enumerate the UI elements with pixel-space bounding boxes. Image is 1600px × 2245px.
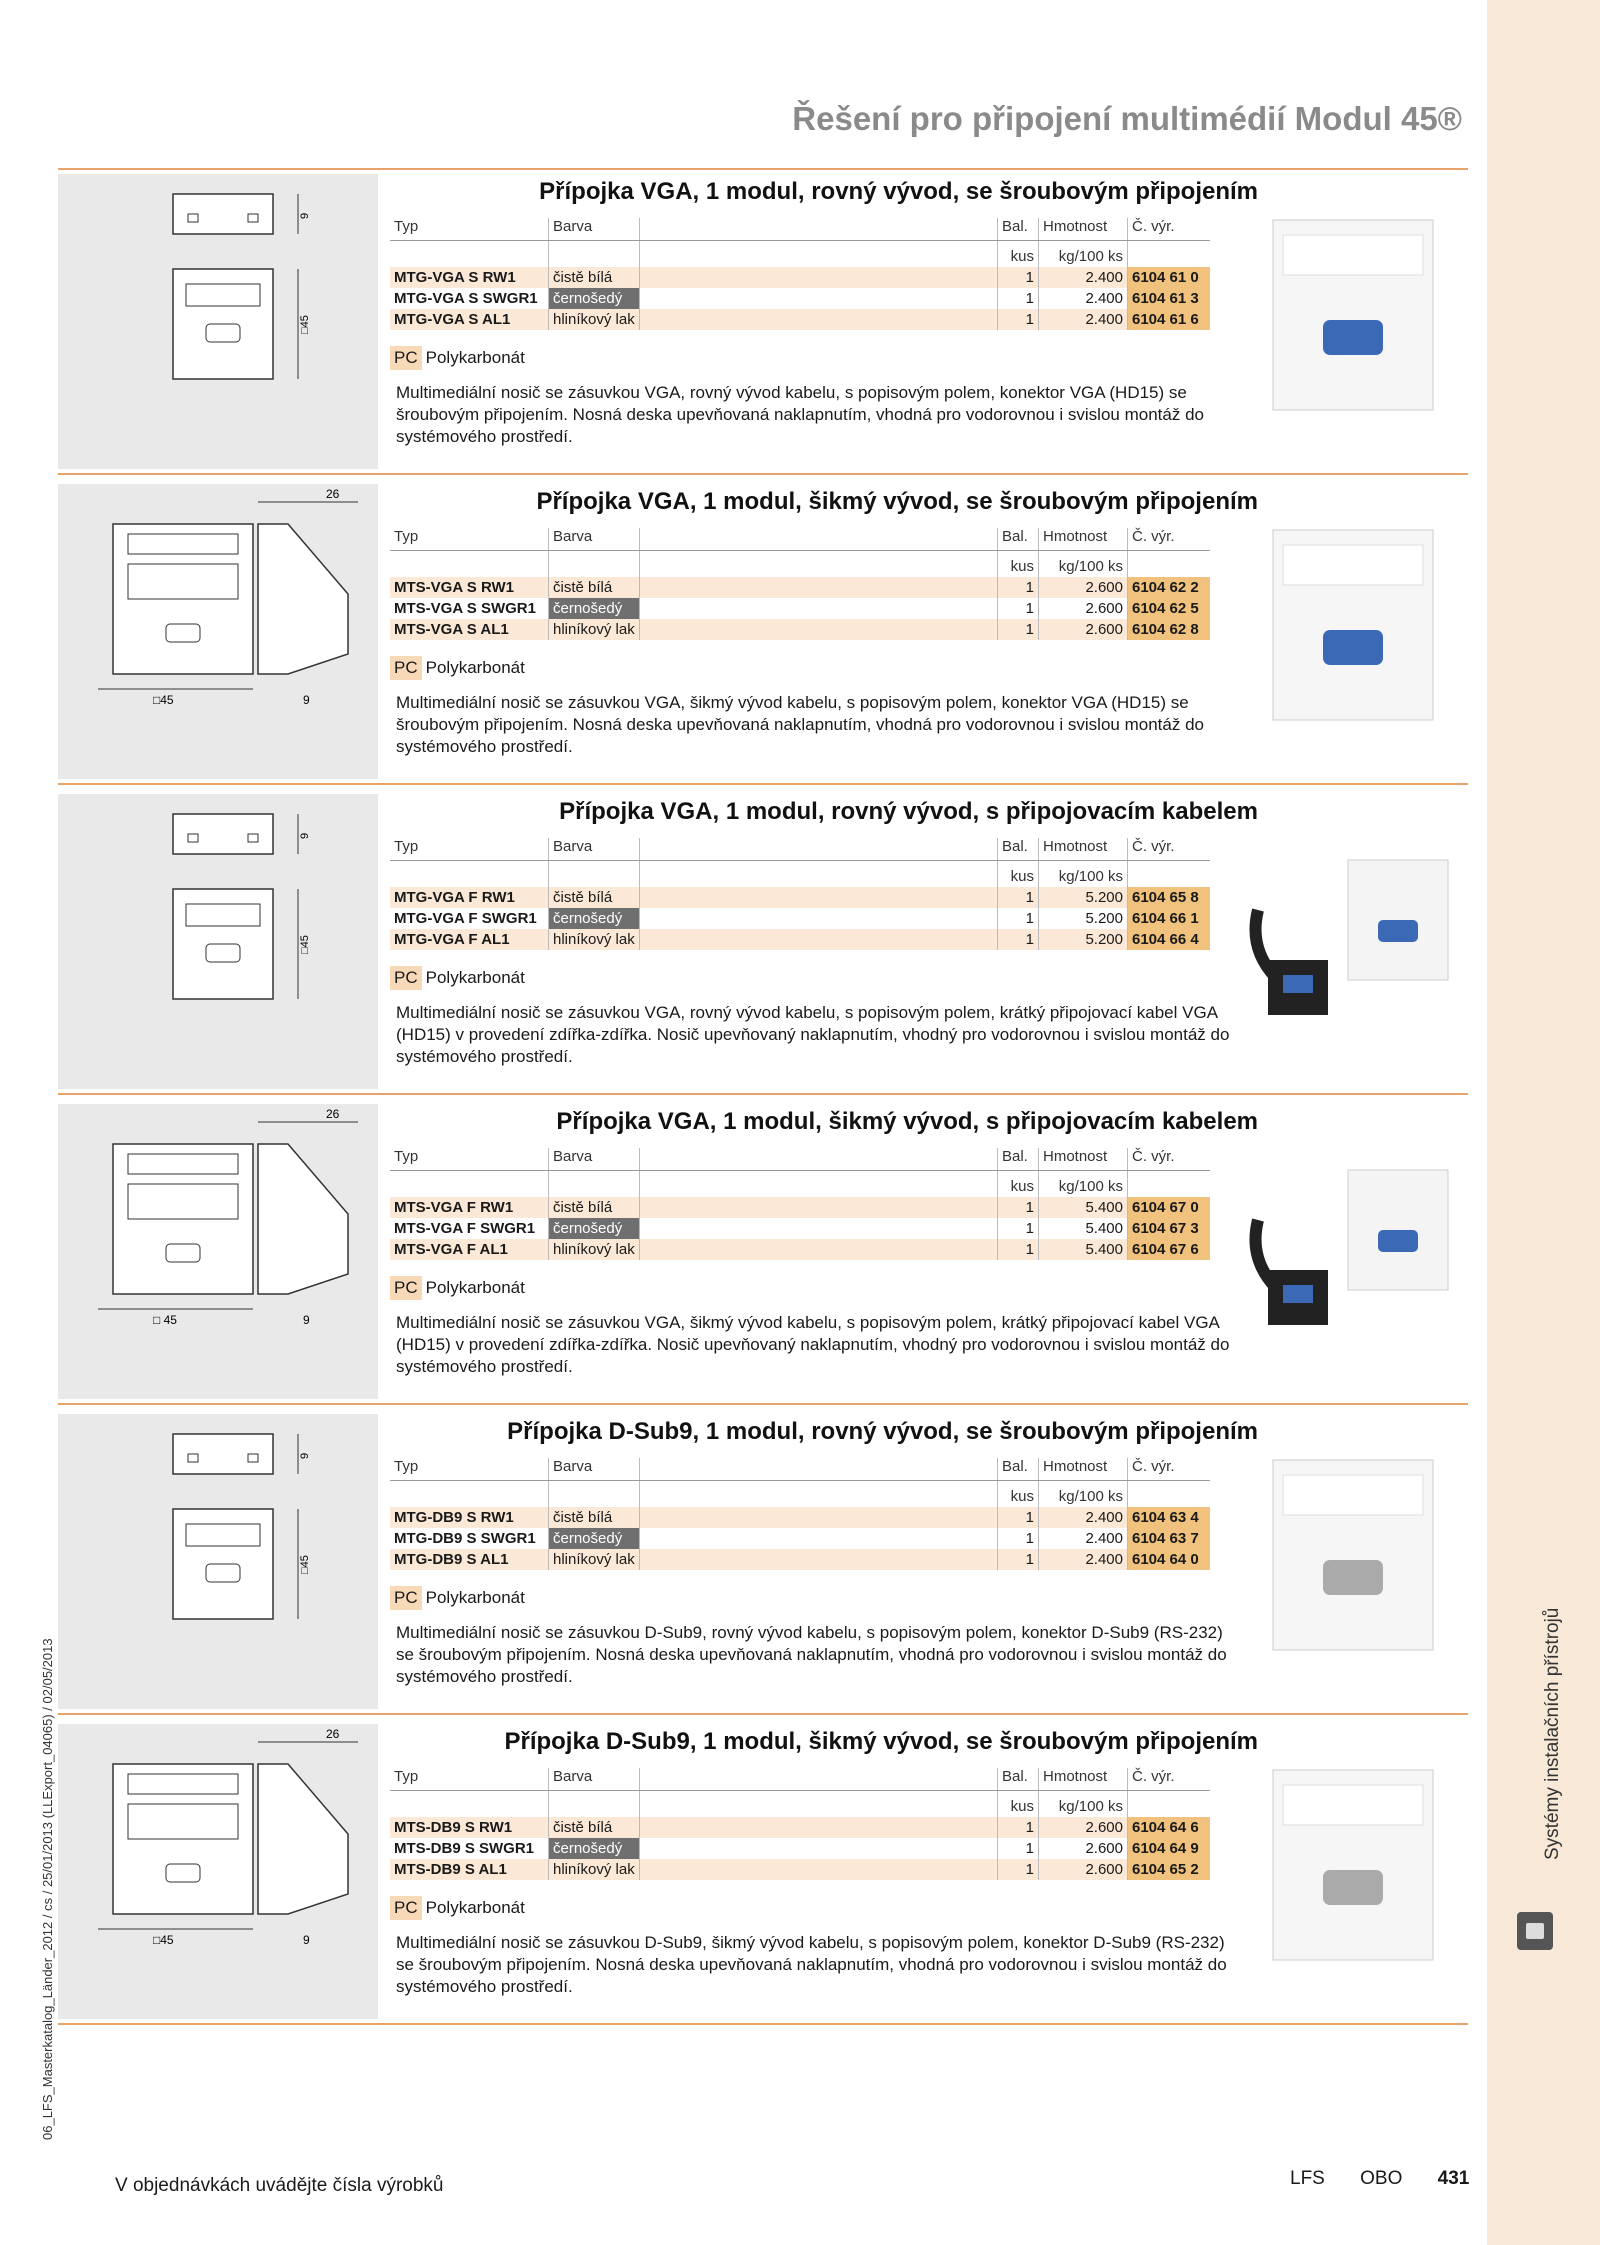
type-cell: MTS-DB9 S SWGR1 [390,1838,549,1859]
number-cell: 6104 63 7 [1128,1528,1211,1549]
dim-45: □ 45 [153,1313,177,1327]
footer-obo: OBO [1360,2168,1403,2189]
weight-cell: 2.400 [1039,1549,1128,1570]
col-number: Č. výr. [1128,528,1211,551]
product-section [58,1100,1468,1405]
type-cell: MTG-VGA F SWGR1 [390,908,549,929]
unit-pack: kus [998,1791,1039,1818]
material-code: PC [390,966,422,990]
material [390,346,525,370]
number-cell: 6104 64 0 [1128,1549,1211,1570]
number-cell: 6104 64 6 [1128,1817,1211,1838]
section-title: Přípojka VGA, 1 modul, rovný vývod, se šroubovým připojením [539,178,1258,205]
color-cell: hliníkový lak [549,1239,640,1260]
col-type: Typ [390,838,549,861]
col-type: Typ [390,1148,549,1171]
col-weight: Hmotnost [1039,1148,1128,1171]
description: Multimediální nosič se zásuvkou VGA, šikmý vývod kabelu, s popisovým polem, krátký připojovací kabel VGA (HD15) v provedení zdířka-zdířka. Nosič upevňovaný naklapnutím, vhodný pro vodorovnou i svislou montáž do systémového prostředí. [396,1313,1230,1376]
table-row [390,1817,1210,1838]
technical-drawing [58,1104,378,1399]
section-rule [58,2023,1468,2025]
product-section [58,170,1468,475]
col-color: Barva [549,1148,640,1171]
unit-pack: kus [998,1481,1039,1508]
number-cell: 6104 61 0 [1128,267,1211,288]
dim-26: 26 [326,1727,340,1741]
spec-table [390,1148,1210,1260]
material-code: PC [390,1896,422,1920]
col-pack: Bal. [998,218,1039,241]
material [390,966,525,990]
table-row [390,577,1210,598]
unit-pack: kus [998,241,1039,268]
color-cell: čistě bílá [549,1197,640,1218]
color-cell: čistě bílá [549,1507,640,1528]
type-cell: MTG-VGA S SWGR1 [390,288,549,309]
color-cell: černošedý [549,1218,640,1239]
pack-cell: 1 [998,1859,1039,1880]
spec-table [390,218,1210,330]
product-section [58,790,1468,1095]
type-cell: MTS-DB9 S RW1 [390,1817,549,1838]
number-cell: 6104 67 0 [1128,1197,1211,1218]
type-cell: MTG-VGA F AL1 [390,929,549,950]
pack-cell: 1 [998,267,1039,288]
weight-cell: 5.200 [1039,908,1128,929]
pack-cell: 1 [998,887,1039,908]
material [390,656,525,680]
section-title: Přípojka VGA, 1 modul, šikmý vývod, se šroubovým připojením [536,488,1258,515]
spec-table [390,528,1210,640]
col-pack: Bal. [998,1768,1039,1791]
sidebar-text: Systémy instalačních přístrojů [1542,1607,1563,1860]
col-color: Barva [549,1768,640,1791]
footer-brand [1290,2168,1469,2190]
dim-45: □45 [153,693,174,707]
type-cell: MTG-DB9 S RW1 [390,1507,549,1528]
section-title: Přípojka D-Sub9, 1 modul, rovný vývod, se šroubovým připojením [507,1418,1258,1445]
dim-9: 9 [299,1452,311,1459]
color-cell: černošedý [549,288,640,309]
col-color: Barva [549,838,640,861]
col-number: Č. výr. [1128,838,1211,861]
color-cell: hliníkový lak [549,309,640,330]
color-cell: čistě bílá [549,267,640,288]
col-number: Č. výr. [1128,218,1211,241]
table-row [390,1507,1210,1528]
weight-cell: 2.400 [1039,267,1128,288]
dim-9: 9 [299,212,311,219]
number-cell: 6104 65 8 [1128,887,1211,908]
color-cell: hliníkový lak [549,929,640,950]
table-row [390,1239,1210,1260]
col-number: Č. výr. [1128,1458,1211,1481]
col-number: Č. výr. [1128,1148,1211,1171]
spec-table [390,1768,1210,1880]
pack-cell: 1 [998,577,1039,598]
table-row [390,1549,1210,1570]
number-cell: 6104 66 4 [1128,929,1211,950]
material-code: PC [390,346,422,370]
table-row [390,619,1210,640]
weight-cell: 5.200 [1039,929,1128,950]
col-weight: Hmotnost [1039,1458,1128,1481]
color-cell: černošedý [549,1838,640,1859]
dim-26: 26 [326,487,340,501]
type-cell: MTS-VGA S RW1 [390,577,549,598]
pack-cell: 1 [998,288,1039,309]
type-cell: MTS-VGA F SWGR1 [390,1218,549,1239]
dim-45: □45 [299,935,311,954]
weight-cell: 2.600 [1039,1838,1128,1859]
number-cell: 6104 66 1 [1128,908,1211,929]
description: Multimediální nosič se zásuvkou D-Sub9, rovný vývod kabelu, s popisovým polem, konektor D-Sub9 (RS-232) se šroubovým připojením. Nosná deska upevňovaná naklapnutím, vhodná pro vodorovnou i svislou montáž do systémového prostředí. [396,1623,1227,1686]
table-row [390,1859,1210,1880]
pack-cell: 1 [998,598,1039,619]
material [390,1896,525,1920]
socket-icon [1517,1912,1553,1950]
vertical-meta: 06_LFS_Masterkatalog_Länder_2012 / cs / 25/01/2013 (LLExport_04065) / 02/05/2013 [40,1638,55,2140]
type-cell: MTS-VGA S SWGR1 [390,598,549,619]
page-number: 431 [1437,2168,1470,2189]
product-section [58,1410,1468,1715]
footer-lfs: LFS [1290,2168,1325,2189]
number-cell: 6104 62 2 [1128,577,1211,598]
weight-cell: 2.400 [1039,1528,1128,1549]
material-name: Polykarbonát [425,348,525,367]
table-row [390,288,1210,309]
weight-cell: 2.600 [1039,577,1128,598]
footer-note: V objednávkách uvádějte čísla výrobků [115,2175,444,2196]
material-name: Polykarbonát [425,968,525,987]
material [390,1586,525,1610]
sidebar-band [1487,0,1600,2245]
col-color: Barva [549,1458,640,1481]
product-photo [1238,510,1468,740]
type-cell: MTS-VGA S AL1 [390,619,549,640]
pack-cell: 1 [998,929,1039,950]
table-row [390,309,1210,330]
type-cell: MTG-VGA F RW1 [390,887,549,908]
material-name: Polykarbonát [425,1898,525,1917]
pack-cell: 1 [998,1197,1039,1218]
col-color: Barva [549,528,640,551]
type-cell: MTG-VGA S AL1 [390,309,549,330]
technical-drawing [58,174,378,469]
description: Multimediální nosič se zásuvkou D-Sub9, šikmý vývod kabelu, s popisovým polem, konektor D-Sub9 (RS-232) se šroubovým připojením. Nosná deska upevňovaná naklapnutím, vhodná pro vodorovnou i svislou montáž do systémového prostředí. [396,1933,1227,1996]
unit-weight: kg/100 ks [1039,1481,1128,1508]
color-cell: černošedý [549,1528,640,1549]
material-code: PC [390,656,422,680]
col-weight: Hmotnost [1039,1768,1128,1791]
type-cell: MTG-DB9 S SWGR1 [390,1528,549,1549]
col-pack: Bal. [998,838,1039,861]
col-weight: Hmotnost [1039,838,1128,861]
material-code: PC [390,1586,422,1610]
product-photo [1238,200,1468,430]
col-weight: Hmotnost [1039,218,1128,241]
unit-weight: kg/100 ks [1039,1791,1128,1818]
table-row [390,1838,1210,1859]
pack-cell: 1 [998,1239,1039,1260]
product-photo [1238,1750,1468,1980]
dim-45: □45 [153,1933,174,1947]
technical-drawing [58,794,378,1089]
col-weight: Hmotnost [1039,528,1128,551]
section-rule [58,473,1468,475]
technical-drawing [58,1414,378,1709]
weight-cell: 5.200 [1039,887,1128,908]
table-row [390,908,1210,929]
type-cell: MTG-VGA S RW1 [390,267,549,288]
section-title: Přípojka VGA, 1 modul, rovný vývod, s připojovacím kabelem [559,798,1258,825]
table-row [390,598,1210,619]
col-number: Č. výr. [1128,1768,1211,1791]
type-cell: MTS-VGA F RW1 [390,1197,549,1218]
page-title: Řešení pro připojení multimédií Modul 45® [792,100,1462,137]
dim-9: 9 [299,832,311,839]
material-name: Polykarbonát [425,1588,525,1607]
description: Multimediální nosič se zásuvkou VGA, rovný vývod kabelu, s popisovým polem, konektor VGA (HD15) se šroubovým připojením. Nosná deska upevňovaná naklapnutím, vhodná pro vodorovnou i svislou montáž do systémového prostředí. [396,383,1204,446]
col-pack: Bal. [998,1148,1039,1171]
color-cell: čistě bílá [549,577,640,598]
col-type: Typ [390,1458,549,1481]
spec-table [390,838,1210,950]
unit-weight: kg/100 ks [1039,241,1128,268]
dim-45: □45 [299,315,311,334]
unit-pack: kus [998,861,1039,888]
product-photo [1238,820,1468,1050]
technical-drawing [58,484,378,779]
number-cell: 6104 63 4 [1128,1507,1211,1528]
dim-9: 9 [303,1313,310,1327]
unit-pack: kus [998,551,1039,578]
description: Multimediální nosič se zásuvkou VGA, šikmý vývod kabelu, s popisovým polem, konektor VGA (HD15) se šroubovým připojením. Nosná deska upevňovaná naklapnutím, vhodná pro vodorovnou i svislou montáž do systémového prostředí. [396,693,1204,756]
material-code: PC [390,1276,422,1300]
col-type: Typ [390,1768,549,1791]
pack-cell: 1 [998,619,1039,640]
weight-cell: 2.600 [1039,1859,1128,1880]
product-section [58,1720,1468,2025]
table-row [390,1218,1210,1239]
pack-cell: 1 [998,1817,1039,1838]
weight-cell: 5.400 [1039,1218,1128,1239]
section-title: Přípojka D-Sub9, 1 modul, šikmý vývod, se šroubovým připojením [504,1728,1258,1755]
table-row [390,1528,1210,1549]
table-row [390,1197,1210,1218]
weight-cell: 2.400 [1039,1507,1128,1528]
table-row [390,887,1210,908]
dim-45: □45 [299,1555,311,1574]
type-cell: MTS-VGA F AL1 [390,1239,549,1260]
weight-cell: 2.400 [1039,288,1128,309]
number-cell: 6104 62 5 [1128,598,1211,619]
table-row [390,267,1210,288]
spec-table [390,1458,1210,1570]
number-cell: 6104 65 2 [1128,1859,1211,1880]
section-rule [58,1713,1468,1715]
pack-cell: 1 [998,1507,1039,1528]
type-cell: MTG-DB9 S AL1 [390,1549,549,1570]
unit-weight: kg/100 ks [1039,861,1128,888]
pack-cell: 1 [998,1549,1039,1570]
color-cell: čistě bílá [549,1817,640,1838]
pack-cell: 1 [998,1528,1039,1549]
section-rule [58,1403,1468,1405]
product-section [58,480,1468,785]
product-photo [1238,1440,1468,1670]
material-name: Polykarbonát [425,1278,525,1297]
weight-cell: 5.400 [1039,1197,1128,1218]
description: Multimediální nosič se zásuvkou VGA, rovný vývod kabelu, s popisovým polem, krátký připojovací kabel VGA (HD15) v provedení zdířka-zdířka. Nosič upevňovaný naklapnutím, vhodný pro vodorovnou i svislou montáž do systémového prostředí. [396,1003,1230,1066]
number-cell: 6104 61 6 [1128,309,1211,330]
pack-cell: 1 [998,1838,1039,1859]
color-cell: černošedý [549,908,640,929]
number-cell: 6104 62 8 [1128,619,1211,640]
weight-cell: 2.600 [1039,619,1128,640]
weight-cell: 5.400 [1039,1239,1128,1260]
col-type: Typ [390,528,549,551]
weight-cell: 2.600 [1039,598,1128,619]
color-cell: čistě bílá [549,887,640,908]
col-pack: Bal. [998,528,1039,551]
col-pack: Bal. [998,1458,1039,1481]
pack-cell: 1 [998,309,1039,330]
color-cell: hliníkový lak [549,1859,640,1880]
table-row [390,929,1210,950]
unit-weight: kg/100 ks [1039,551,1128,578]
section-title: Přípojka VGA, 1 modul, šikmý vývod, s připojovacím kabelem [556,1108,1258,1135]
type-cell: MTS-DB9 S AL1 [390,1859,549,1880]
section-rule [58,1093,1468,1095]
number-cell: 6104 61 3 [1128,288,1211,309]
dim-26: 26 [326,1107,340,1121]
dim-9: 9 [303,693,310,707]
weight-cell: 2.600 [1039,1817,1128,1838]
weight-cell: 2.400 [1039,309,1128,330]
material [390,1276,525,1300]
number-cell: 6104 64 9 [1128,1838,1211,1859]
pack-cell: 1 [998,908,1039,929]
technical-drawing [58,1724,378,2019]
color-cell: černošedý [549,598,640,619]
section-rule [58,783,1468,785]
material-name: Polykarbonát [425,658,525,677]
unit-weight: kg/100 ks [1039,1171,1128,1198]
color-cell: hliníkový lak [549,1549,640,1570]
pack-cell: 1 [998,1218,1039,1239]
product-photo [1238,1130,1468,1360]
number-cell: 6104 67 6 [1128,1239,1211,1260]
color-cell: hliníkový lak [549,619,640,640]
unit-pack: kus [998,1171,1039,1198]
col-color: Barva [549,218,640,241]
number-cell: 6104 67 3 [1128,1218,1211,1239]
dim-9: 9 [303,1933,310,1947]
col-type: Typ [390,218,549,241]
